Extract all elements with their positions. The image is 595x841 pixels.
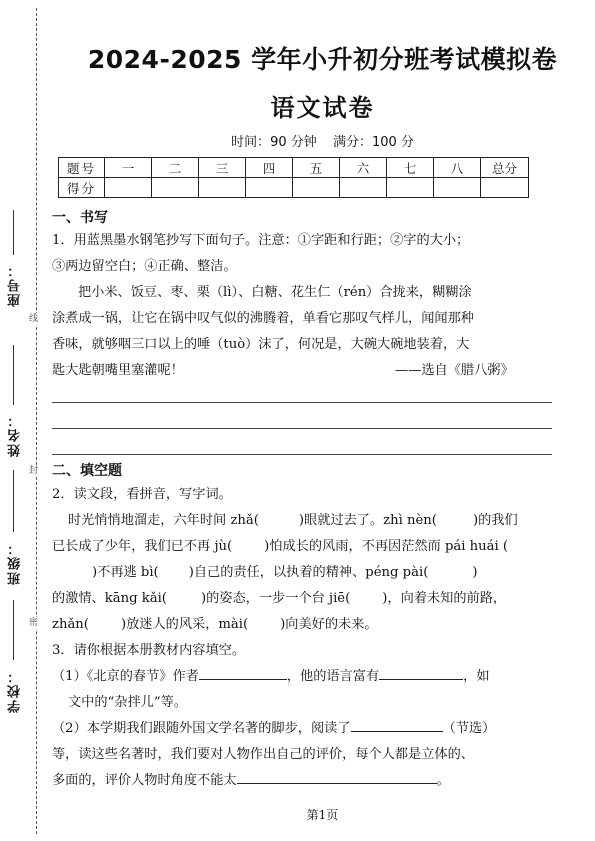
text-run: （节选） xyxy=(442,721,496,736)
section-heading-writing: 一、书写 xyxy=(52,210,108,226)
passage-source: ——选自《腊八粥》 xyxy=(395,363,514,378)
score-cell-header: 四 xyxy=(246,158,293,178)
text-run: ，如 xyxy=(463,669,490,684)
score-cell-header: 八 xyxy=(434,158,481,178)
question-2-line-4 xyxy=(52,586,506,612)
score-input-cell[interactable] xyxy=(434,178,481,198)
text-run: 。 xyxy=(436,773,450,788)
passage-line-2: 涂煮成一锅，让它在锅中叹气似的沸腾着，单看它那叹气样儿，闻闻那种 xyxy=(52,311,474,326)
score-input-cell[interactable] xyxy=(340,178,387,198)
seal-mark-seal: 封 xyxy=(29,466,39,476)
class-label: 班级： xyxy=(8,540,23,585)
question-2-line-5 xyxy=(52,612,378,638)
school-label: 学校： xyxy=(8,668,23,713)
seal-mark-secret: 密 xyxy=(29,618,39,628)
score-table-score-row xyxy=(59,178,529,198)
passage-line-3: 香味，就够咽三口以上的唾（tuò）沫了，何况是，大碗大碗地装着，大 xyxy=(52,337,470,352)
section-heading-fill-in: 二、填空题 xyxy=(52,463,122,479)
score-cell-header: 六 xyxy=(340,158,387,178)
score-cell-label: 题号 xyxy=(59,158,105,178)
text-run: 多面的，评价人物时角度不能太 xyxy=(52,773,237,788)
writing-line[interactable] xyxy=(52,402,552,403)
question-3-2-line-1 xyxy=(52,716,495,742)
writing-line[interactable] xyxy=(52,428,552,429)
name-field[interactable] xyxy=(13,345,14,405)
question-3-2-line-2: 等，读这些名著时，我们要对人物作出自己的评价，每个人都是立体的、 xyxy=(52,747,474,762)
question-2-line-1 xyxy=(68,508,518,534)
text-run: ，他的语言富有 xyxy=(286,669,380,684)
question-3-1-line-1 xyxy=(52,664,490,690)
question-3-2-line-3 xyxy=(52,768,450,794)
text-run: )怕成长的风雨，不再因茫然而 pái huái ( xyxy=(264,539,509,554)
full-score: 满分：100 分 xyxy=(332,135,414,150)
name-label: 姓名： xyxy=(8,412,23,457)
score-cell-header: 二 xyxy=(152,158,199,178)
page-number: 第1页 xyxy=(306,808,339,822)
text-run: （2）本学期我们跟随外国文学名著的脚步，阅读了 xyxy=(52,721,351,736)
score-input-cell[interactable] xyxy=(105,178,152,198)
question-2-line-2 xyxy=(52,534,508,560)
text-run: )，向着未知的前路， xyxy=(382,591,507,606)
text-run: 已长成了少年，我们已不再 jù( xyxy=(52,539,233,554)
seat-number-label: 座号： xyxy=(8,262,23,307)
text-run: )眼就过去了。zhì nèn( xyxy=(298,513,437,528)
text-run: 时光悄悄地溜走，六年时间 zhǎ( xyxy=(68,513,259,528)
text-run: )的姿态，一步一个台 jiē( xyxy=(200,591,351,606)
text-run: 的激情、kāng kǎi( xyxy=(52,591,167,606)
score-input-cell[interactable] xyxy=(246,178,293,198)
exam-subtitle: 语文试卷 xyxy=(270,94,375,122)
question-3-title: 3．请你根据本册教材内容填空。 xyxy=(52,643,246,658)
answer-blank[interactable] xyxy=(237,770,437,784)
score-cell-header: 一 xyxy=(105,158,152,178)
score-cell-header: 七 xyxy=(387,158,434,178)
time-limit: 时间：90 分钟 xyxy=(231,135,317,150)
question-1-line-2: ③两边留空白；④正确、整洁。 xyxy=(52,259,237,274)
score-table-header-row xyxy=(59,158,529,178)
school-field[interactable] xyxy=(13,600,14,660)
score-input-cell[interactable] xyxy=(293,178,340,198)
text-run: （1）《北京的春节》作者 xyxy=(52,669,199,684)
answer-blank[interactable] xyxy=(379,666,463,680)
score-input-cell[interactable] xyxy=(152,178,199,198)
text-run: )不再逃 bì( xyxy=(92,565,159,580)
question-2-line-3 xyxy=(52,560,478,586)
question-2-title: 2．读文段，看拼音，写字词。 xyxy=(52,487,232,502)
text-run: )自己的责任，以执着的精神、péng pài( xyxy=(188,565,429,580)
exam-info xyxy=(50,131,595,150)
seat-number-field[interactable] xyxy=(13,210,14,255)
class-field[interactable] xyxy=(13,470,14,532)
text-run: )的我们 xyxy=(472,513,518,528)
score-cell-header: 三 xyxy=(199,158,246,178)
text-run: )向美好的未来。 xyxy=(280,617,378,632)
exam-title: 2024-2025 学年小升初分班考试模拟卷 xyxy=(87,45,558,74)
question-3-1-line-2: 文中的“杂拌儿”等。 xyxy=(68,695,187,710)
text-run: zhǎn( xyxy=(52,617,89,632)
cut-line xyxy=(36,8,37,834)
text-run: ) xyxy=(472,565,478,580)
writing-line[interactable] xyxy=(52,454,552,455)
score-input-cell[interactable] xyxy=(481,178,529,198)
question-1-line-1: 1．用蓝黑墨水钢笔抄写下面句子。注意：①字距和行距；②字的大小； xyxy=(52,233,470,248)
answer-blank[interactable] xyxy=(199,666,287,680)
text-run: )放迷人的风采，mài( xyxy=(120,617,249,632)
passage-line-1: 把小米、饭豆、枣、栗（lì）、白糖、花生仁（rén）合拢来，糊糊涂 xyxy=(78,285,472,300)
score-input-cell[interactable] xyxy=(199,178,246,198)
score-table xyxy=(58,157,529,198)
seal-mark-line: 线 xyxy=(29,314,39,324)
passage-line-4: 匙大匙朝嘴里塞灌呢！ xyxy=(52,363,184,378)
score-input-cell[interactable] xyxy=(387,178,434,198)
binding-margin xyxy=(0,0,52,841)
score-cell-label: 得分 xyxy=(59,178,105,198)
score-cell-header: 五 xyxy=(293,158,340,178)
answer-blank[interactable] xyxy=(351,718,443,732)
score-cell-total: 总分 xyxy=(481,158,529,178)
